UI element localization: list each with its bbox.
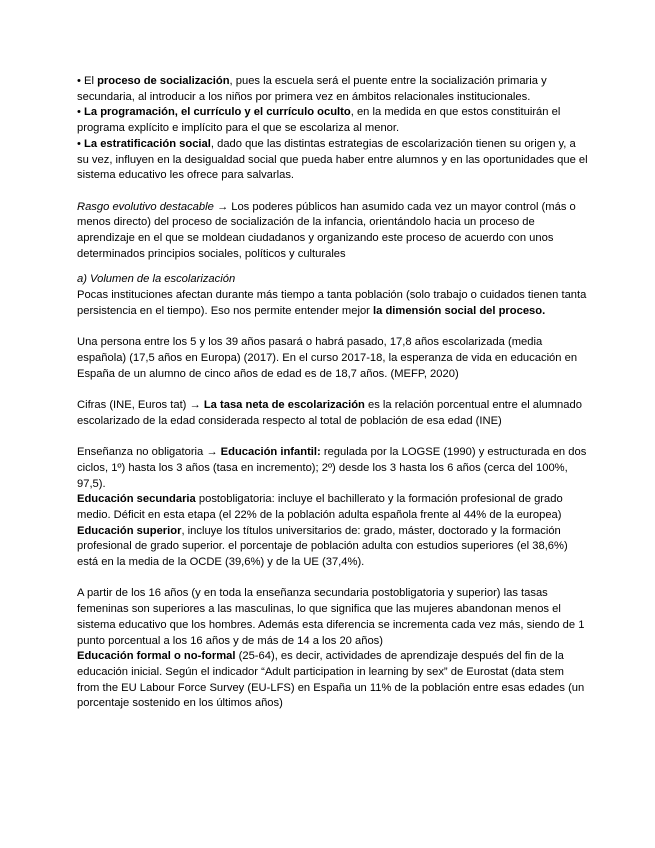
bullet-bold: proceso de socialización <box>97 75 230 87</box>
infantil-text: regulada por la LOGSE (1990) y estructurada en dos ciclos, 1º) hasta los 3 años (tasa en incremento); 2º) desde los 3 hasta los 6 años (cerca del 100%, 97,5). <box>77 446 587 490</box>
superior-paragraph <box>77 524 589 571</box>
bullet-prefix: • <box>77 137 85 150</box>
spacer <box>77 184 589 200</box>
persona-paragraph: Una persona entre los 5 y los 39 años pasará o habrá pasado, 17,8 años escolarizada (media española) (17,5 años en Europa) (2017). En el curso 2017-18, la esperanza de vida en educación en España de un alumno de cinco años de edad es de 18,7 años. (MEFP, 2020) <box>77 336 578 380</box>
bullet-bold: La programación, el currículo y el currículo oculto <box>84 106 351 119</box>
secundaria-text: postobligatoria: incluye el bachillerato y la formación profesional de grado medio. Déficit en esta etapa (el 22% de la población adulta española frente al 44% de la europea) <box>77 493 563 521</box>
rasgo-text: Los poderes públicos han asumido cada vez un mayor control (más o menos directo) del proceso de socialización de la infancia, orientándolo hacia un proceso de aprendizaje en el que se moldean ciudadanos y organizando este proceso de acuerdo con unos determinados principios sociales, políticos y culturales <box>77 200 576 260</box>
formal-bold: Educación formal o no-formal <box>77 650 236 663</box>
spacer <box>77 262 589 272</box>
volumen-text: Pocas instituciones afectan durante más tiempo a tanta población (solo trabajo o cuidados tienen tanta persistencia en el tiempo). Eso nos permite entender mejor <box>77 289 587 317</box>
arrow-icon: → <box>216 200 229 213</box>
volumen-paragraph <box>77 288 589 319</box>
bullet-bold: La estratificación social <box>84 137 211 150</box>
spacer <box>77 320 589 336</box>
formal-text: (25-64), es decir, actividades de aprendizaje después del fin de la educación inicial. Según el indicador “Adult participation in learning by sex” de Eurostat (data stem from the EU Labour Force Survey (EU-LFS) en España un 11% de la población entre esas edades (un porcentaje sostenido en los últimos años) <box>77 650 585 710</box>
superior-text: , incluye los títulos universitarios de: grado, máster, doctorado y la formación profesional de grado superior. el porcentaje de población adulta con estudios superiores (el 38,6%) está en la media de la OCDE (39,6%) y de la UE (37,4%). <box>77 524 568 569</box>
secundaria-bold: Educación secundaria <box>77 493 196 506</box>
partir-paragraph: A partir de los 16 años (y en toda la enseñanza secundaria postobligatoria y superior) las tasas femeninas son superiores a las masculinas, lo que significa que las mujeres abandonan menos el sistema educativo que los hombres. Además esta diferencia se incrementa cada vez más, siendo de 1 punto porcentual a los 16 años y de más de 14 a los 20 años) <box>77 587 585 647</box>
bullet-text: , dado que las distintas estrategias de escolarización tienen su origen y, a su vez, influyen en la desigualdad social que pueda haber entre alumnos y en las oportunidades que el sistema educativo les ofrece para salvarlas. <box>77 137 588 182</box>
superior-bold: Educación superior <box>77 524 182 537</box>
rasgo-label: Rasgo evolutivo destacable <box>77 200 214 213</box>
volumen-heading <box>77 272 589 288</box>
bullet-prefix: • El <box>77 75 98 87</box>
secundaria-paragraph <box>77 492 589 523</box>
cifras-paragraph <box>77 398 589 429</box>
bullet-programacion <box>77 105 589 136</box>
volumen-bold: la dimensión social del proceso. <box>373 304 546 317</box>
cifras-prefix: Cifras (INE, Euros tat) → <box>77 399 204 412</box>
spacer <box>77 382 589 398</box>
spacer <box>77 429 589 445</box>
volumen-heading-text: a) Volumen de la escolarización <box>77 273 236 286</box>
bullet-estratificacion <box>77 137 589 184</box>
rasgo-paragraph <box>77 200 589 263</box>
bullet-socializacion <box>77 74 589 105</box>
bullet-text: , en la medida en que estos constituirán el programa explícito e implícito para el que se escolariza al menor. <box>77 106 561 135</box>
cifras-bold: La tasa neta de escolarización <box>203 399 365 412</box>
ensenanza-prefix: Enseñanza no obligatoria → <box>77 446 221 459</box>
bullet-prefix: • <box>77 106 85 119</box>
bullet-text: , pues la escuela será el puente entre la socialización primaria y secundaria, al introducir a los niños por primera vez en ámbitos relacionales institucionales. <box>77 75 547 103</box>
infantil-paragraph <box>77 445 589 492</box>
spacer <box>77 571 589 587</box>
cifras-text: es la relación porcentual entre el alumnado escolarizado de la edad considerada respecto al total de población de esa edad (INE) <box>77 399 582 427</box>
formal-paragraph <box>77 649 589 712</box>
infantil-bold: Educación infantil: <box>220 446 321 459</box>
